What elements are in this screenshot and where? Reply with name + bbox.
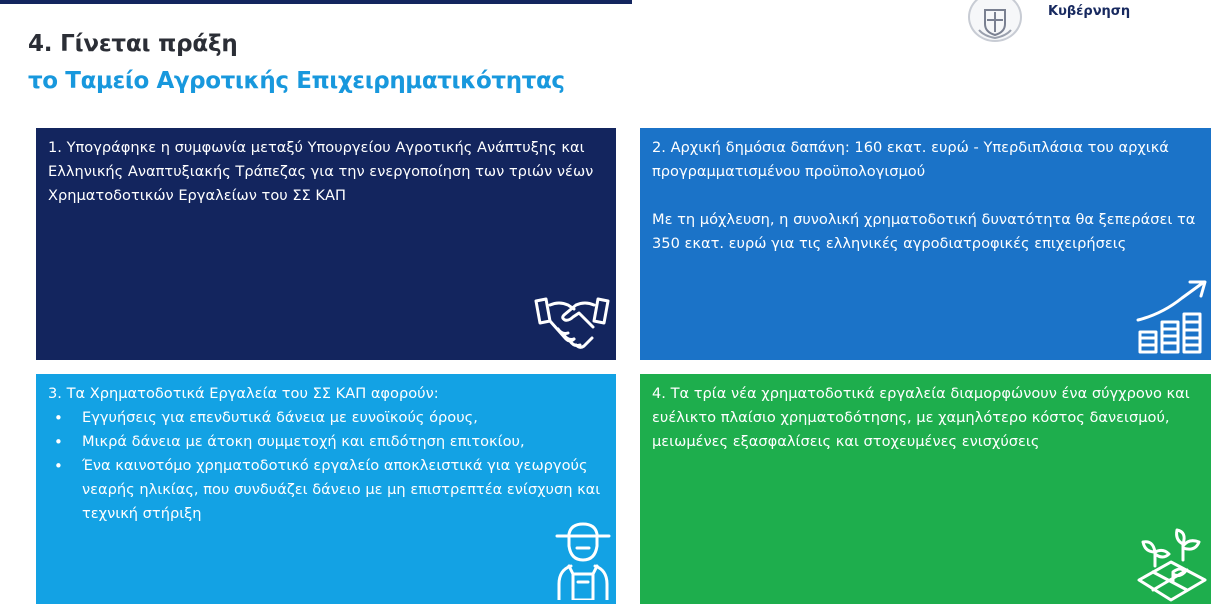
card-text: 3. Τα Χρηματοδοτικά Εργαλεία του ΣΣ ΚΑΠ αφορούν:	[48, 385, 439, 402]
page-title: 4. Γίνεται πράξη	[28, 31, 238, 57]
info-card-financial-instruments	[36, 374, 616, 604]
hellenic-government-emblem-icon	[968, 0, 1022, 42]
info-card-new-framework	[640, 374, 1211, 604]
info-card-agreement	[36, 128, 616, 360]
handshake-icon	[533, 293, 611, 355]
card-text: 1. Υπογράφηκε η συμφωνία μεταξύ Υπουργείου Αγροτικής Ανάπτυξης και Ελληνικής Αναπτυξιακής Τράπεζας για την ενεργοποίηση των τριών νέων Χρηματοδοτικών Εργαλείων του ΣΣ ΚΑΠ	[48, 139, 594, 204]
instrument-list	[48, 406, 604, 526]
card-text: 4. Τα τρία νέα χρηματοδοτικά εργαλεία διαμορφώνουν ένα σύγχρονο και ευέλικτο πλαίσιο χρηματοδότησης, με χαμηλότερο κόστος δανεισμού, μειωμένες εξασφαλίσεις και στοχευμένες ενισχύσεις	[652, 385, 1190, 450]
page-subtitle: το Ταμείο Αγροτικής Επιχειρηματικότητας	[28, 68, 565, 94]
growth-chart-icon	[1134, 276, 1211, 354]
list-item: • Ένα καινοτόμο χρηματοδοτικό εργαλείο αποκλειστικά για γεωργούς νεαρής ηλικίας, που συνδυάζει δάνειο με μη επιστρεπτέα ενίσχυση και τεχνική στήριξη	[48, 454, 604, 526]
info-card-public-expenditure	[640, 128, 1211, 360]
card-text: 2. Αρχική δημόσια δαπάνη: 160 εκατ. ευρώ - Υπερδιπλάσια του αρχικά προγραμματισμένου προϋπολογισμού	[652, 139, 1169, 180]
list-item: • Μικρά δάνεια με άτοκη συμμετοχή και επιδότηση επιτοκίου,	[48, 430, 604, 454]
top-accent-bar	[0, 0, 632, 4]
plant-growth-icon	[1133, 526, 1211, 604]
list-item: • Εγγυήσεις για επενδυτικά δάνεια με ευνοϊκούς όρους,	[48, 406, 604, 430]
card-text: Με τη μόχλευση, η συνολική χρηματοδοτική δυνατότητα θα ξεπεράσει τα 350 εκατ. ευρώ για τις ελληνικές αγροδιατροφικές επιχειρήσεις	[652, 211, 1196, 252]
government-logo-text: Κυβέρνηση	[1048, 4, 1131, 19]
farmer-icon	[553, 520, 613, 600]
